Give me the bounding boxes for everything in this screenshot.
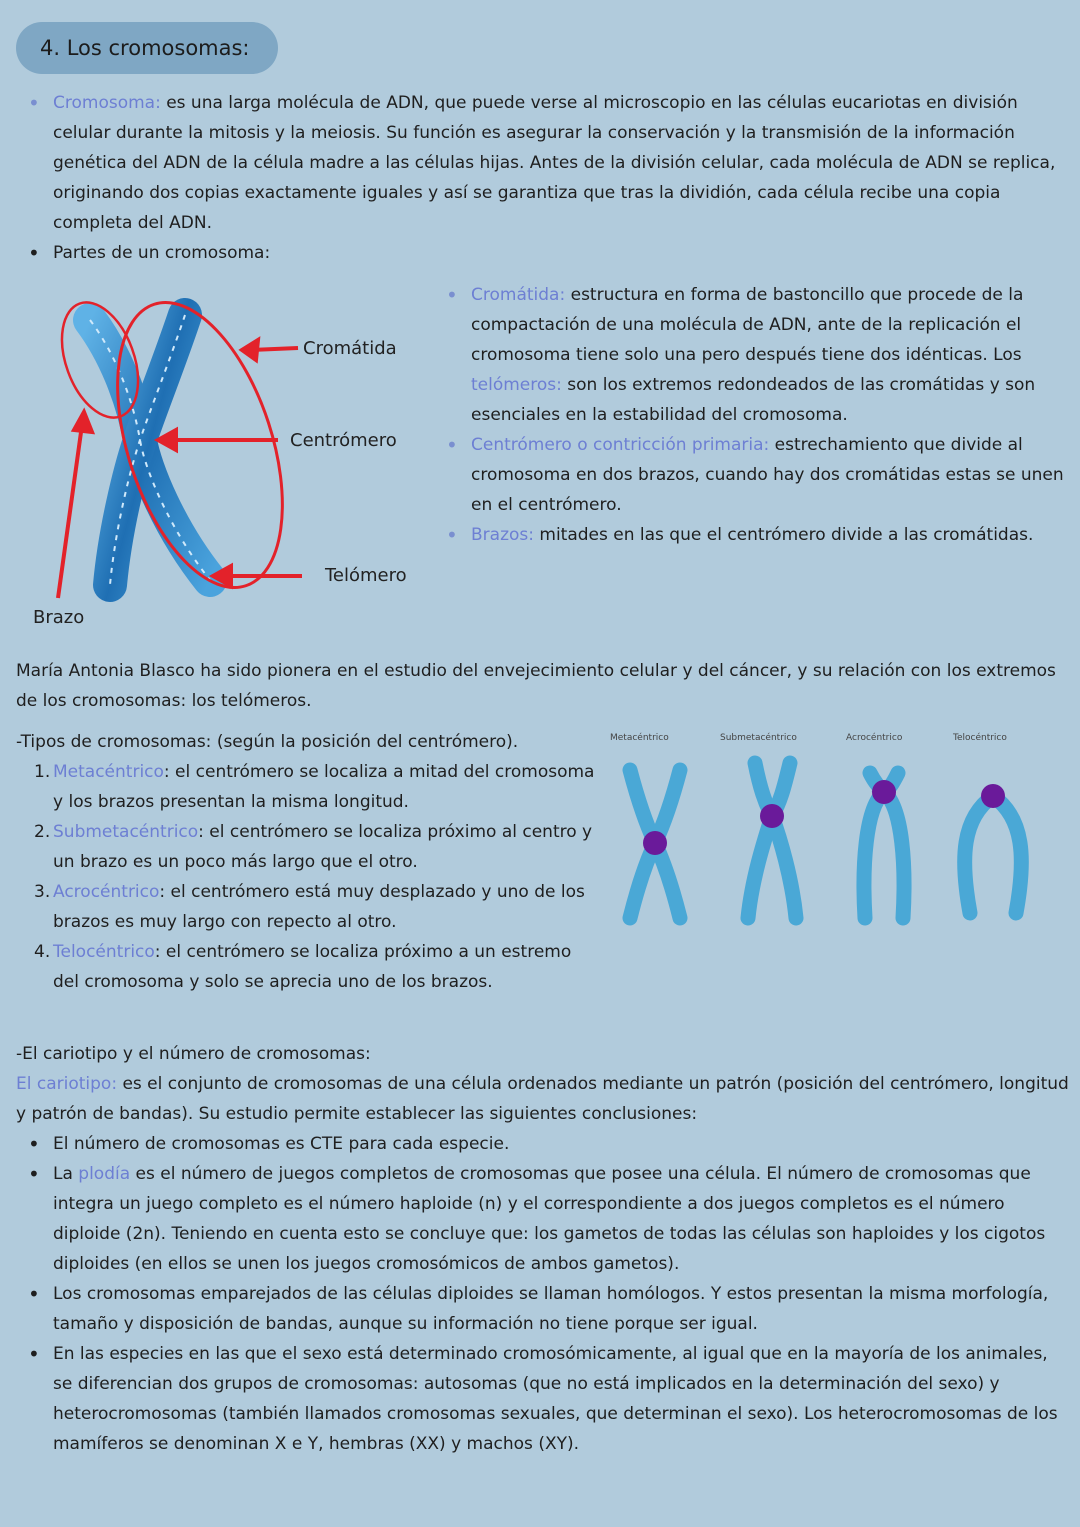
- karyotype-bullet: • La plodía es el número de juegos completos de cromosomas que posee una célula. El número de cromosomas que integra un juego completo es el número haploide (n) y el correspondiente a dos juegos completos es el número diploide (2n). Teniendo en cuenta esto se concluye que: los gametos de todas las células son haploides y los cigotos diploides (en ellos se unen los juegos cromosómicos de ambos gametos).: [16, 1159, 1070, 1279]
- label-brazo: Brazo: [33, 607, 85, 628]
- label-telomero: Telómero: [325, 565, 407, 586]
- blasco-paragraph: María Antonia Blasco ha sido pionera en el estudio del envejecimiento celular y del cáncer, y su relación con los extremos de los cromosomas: los telómeros.: [16, 661, 1056, 711]
- karyotype-heading: -El cariotipo y el número de cromosomas:: [16, 1044, 371, 1064]
- bullet-brazos: [434, 520, 1064, 550]
- cromosoma-definition: es una larga molécula de ADN, que puede verse al microscopio en las células eucariotas en división celular durante la mitosis y la meiosis. Su función es asegurar la conservación y la transmisión de la información genética del ADN de la célula madre a las células hijas. Antes de la división celular, cada molécula de ADN se replica, originando dos copias exactamente iguales y así se garantiza que tras la dividión, cada célula recibe una copia completa del ADN.: [53, 93, 1056, 233]
- type-text: : el centrómero se localiza a mitad del cromosoma y los brazos presentan la misma longitud.: [53, 762, 595, 812]
- type-text: : el centrómero se localiza próximo al centro y un brazo es un poco más largo que el otro.: [53, 822, 593, 872]
- karyotype-bullet: • El número de cromosomas es CTE para cada especie.: [16, 1129, 1070, 1159]
- term-brazos: Brazos:: [471, 525, 534, 545]
- label-centromero: Centrómero: [290, 430, 397, 451]
- brazos-definition: mitades en las que el centrómero divide a las cromátidas.: [533, 525, 1034, 545]
- type-text: : el centrómero está muy desplazado y uno de los brazos es muy largo con repecto al otro.: [53, 882, 585, 932]
- term-centromero: Centrómero o contricción primaria:: [471, 435, 770, 455]
- parts-section: [434, 280, 1064, 550]
- term-cariotipo: El cariotipo:: [16, 1074, 118, 1094]
- img-label-acrocentrico: Acrocéntrico: [846, 733, 903, 743]
- partes-heading: Partes de un cromosoma:: [53, 243, 271, 263]
- chromosome-x-image: [90, 315, 210, 585]
- img-label-metacentrico: Metacéntrico: [610, 733, 669, 743]
- types-heading: -Tipos de cromosomas: (según la posición del centrómero).: [16, 732, 519, 752]
- term-telomeros: telómeros:: [471, 375, 562, 395]
- cromatida-definition-b: son los extremos redondeados de las cromátidas y son esenciales en la estabilidad del cromosoma.: [471, 375, 1036, 425]
- type-item: 3. Acrocéntrico: el centrómero está muy desplazado y uno de los brazos es muy largo con repecto al otro.: [34, 882, 585, 932]
- label-cromatida: Cromátida: [303, 338, 397, 359]
- chromosome-diagram: [20, 280, 440, 640]
- cromatida-definition-a: estructura en forma de bastoncillo que procede de la compactación de una molécula de ADN, ante de la replicación el cromosoma tiene solo una pero después tiene dos idénticas. Los: [471, 285, 1024, 365]
- type-text: : el centrómero se localiza próximo a un estremo del cromosoma y solo se aprecia uno de los brazos.: [53, 942, 572, 992]
- type-item: 4. Telocéntrico: el centrómero se localiza próximo a un estremo del cromosoma y solo se aprecia uno de los brazos.: [34, 942, 572, 992]
- bullet-centromero: [434, 430, 1064, 520]
- bullet-cromosoma: [16, 88, 1066, 238]
- section-title: 4. Los cromosomas:: [16, 22, 278, 74]
- karyotype-bullet: • Los cromosomas emparejados de las células diploides se llaman homólogos. Y estos presentan la misma morfología, tamaño y disposición de bandas, aunque su información no tiene porque ser igual.: [16, 1279, 1070, 1339]
- term-cromatida: Cromátida:: [471, 285, 566, 305]
- karyotype-section: [16, 1039, 1070, 1459]
- bullet-partes: [16, 238, 1066, 268]
- type-item: 2. Submetacéntrico: el centrómero se localiza próximo al centro y un brazo es un poco más largo que el otro.: [34, 822, 593, 872]
- chromosome-types-image: [600, 748, 1050, 938]
- type-term: Metacéntrico: [53, 762, 164, 782]
- submetacentric-chromosome: [748, 763, 796, 918]
- arrow-brazo: [58, 425, 82, 598]
- types-section: [16, 727, 596, 997]
- img-label-telocentrico: Telocéntrico: [953, 733, 1007, 743]
- karyotype-definition: El cariotipo: es el conjunto de cromosomas de una célula ordenados mediante un patrón (posición del centrómero, longitud y patrón de bandas). Su estudio permite establecer las siguientes conclusiones:: [16, 1074, 1069, 1124]
- type-term: Acrocéntrico: [53, 882, 160, 902]
- intro-section: [16, 88, 1066, 268]
- type-term: Submetacéntrico: [53, 822, 199, 842]
- telocentric-chromosome: [965, 796, 1022, 913]
- type-item: 1. Metacéntrico: el centrómero se localiza a mitad del cromosoma y los brazos presentan la misma longitud.: [34, 762, 595, 812]
- karyotype-bullet: • En las especies en las que el sexo está determinado cromosómicamente, al igual que en la mayoría de los animales, se diferencian dos grupos de cromosomas: autosomas (que no está implicados en la determinación del sexo) y heterocromosomas (también llamados cromosomas sexuales, que determinan el sexo). Los heterocromosomas de los mamíferos se denominan X e Y, hembras (XX) y machos (XY).: [16, 1339, 1070, 1459]
- img-label-submetacentrico: Submetacéntrico: [720, 733, 797, 743]
- term-plodia: plodía: [78, 1164, 131, 1184]
- centromero-definition: estrechamiento que divide al cromosoma en dos brazos, cuando hay dos cromátidas estas se unen en el centrómero.: [471, 435, 1064, 515]
- term-cromosoma: Cromosoma:: [53, 93, 161, 113]
- type-term: Telocéntrico: [53, 942, 155, 962]
- bullet-cromatida: [434, 280, 1064, 430]
